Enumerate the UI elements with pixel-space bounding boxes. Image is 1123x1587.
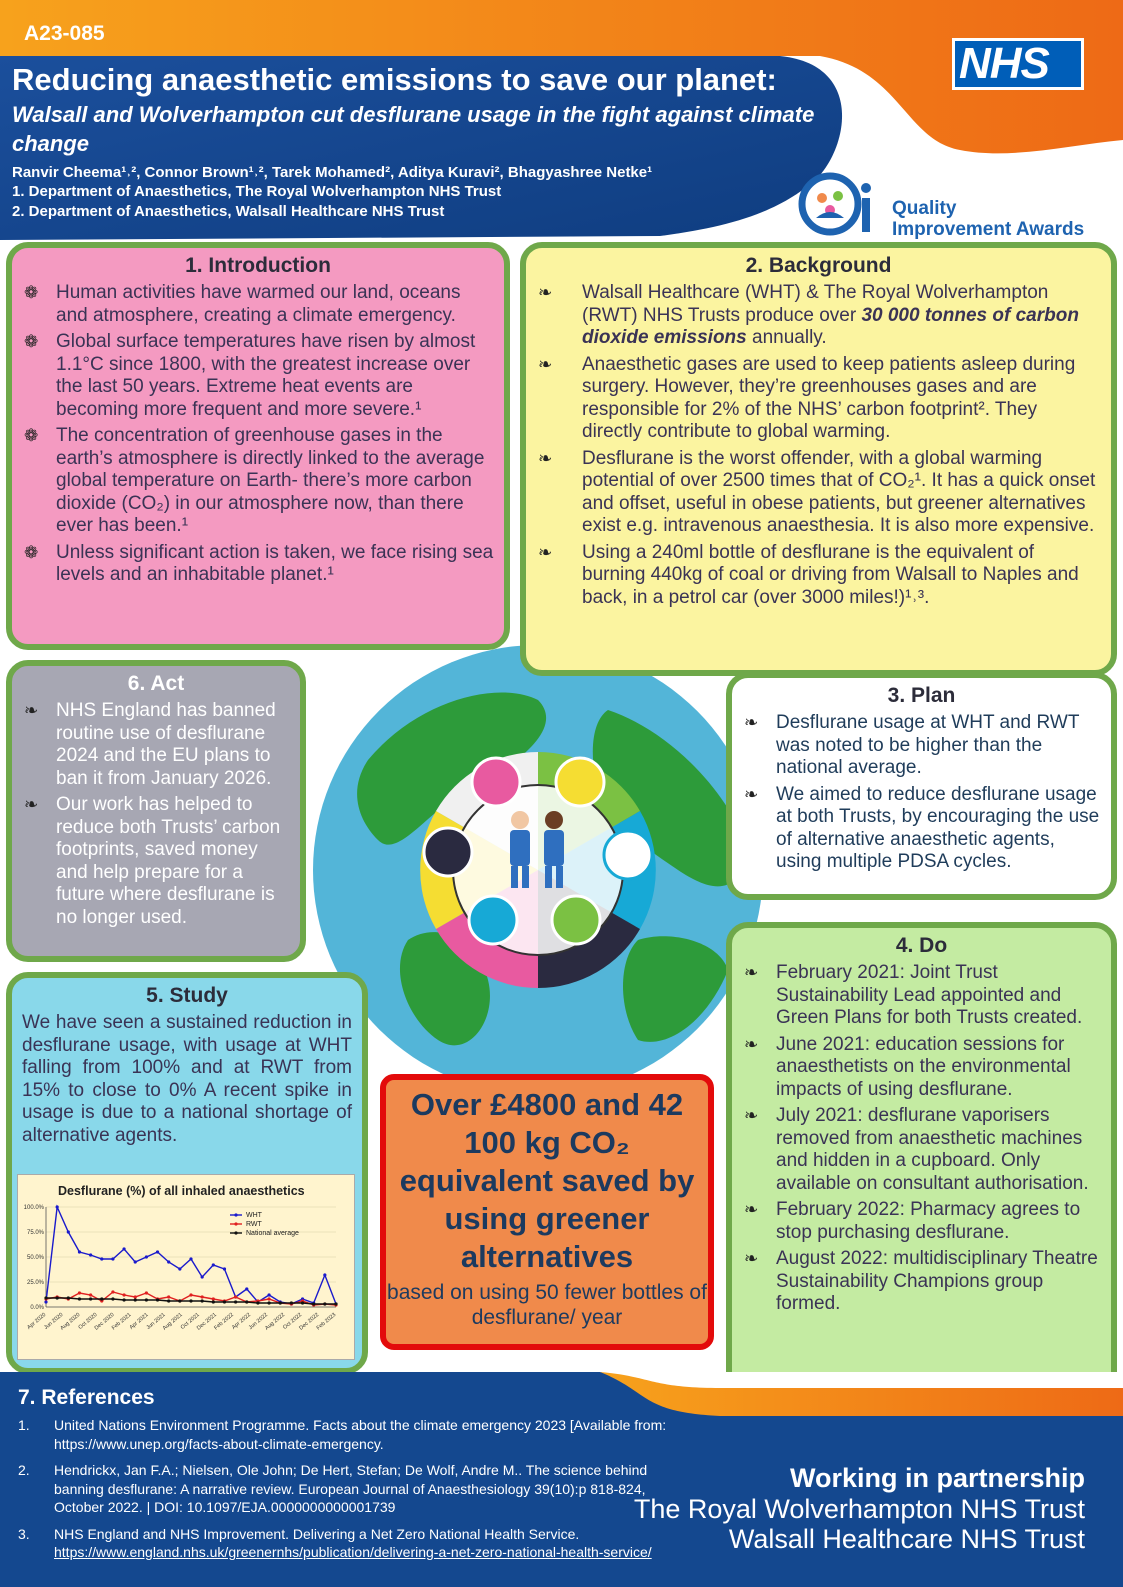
study-heading: 5. Study xyxy=(146,984,228,1007)
y-tick-label: 50.0% xyxy=(26,1255,44,1261)
data-point xyxy=(111,1257,114,1260)
list-item: ❧ Desflurane usage at WHT and RWT was noted to be higher than the national average. xyxy=(744,712,1080,778)
data-point xyxy=(156,1298,159,1301)
data-point xyxy=(56,1296,59,1299)
list-item: ❁ Unless significant action is taken, we face rising sea levels and an inhabitable planet.¹ xyxy=(24,541,494,585)
data-point xyxy=(323,1273,326,1276)
x-tick-label: Oct 2020 xyxy=(77,1311,99,1331)
reference-item: 1. United Nations Environment Programme. Facts about the climate emergency 2023 [Available from: https://www.unep.org/facts-about-climate-emergency. xyxy=(18,1417,667,1452)
x-tick-label: Aug 2021 xyxy=(161,1311,184,1332)
x-tick-label: Apr 2020 xyxy=(26,1311,48,1331)
x-tick-label: Feb 2021 xyxy=(110,1311,133,1332)
legend-marker xyxy=(234,1222,237,1225)
x-tick-label: Oct 2021 xyxy=(179,1311,201,1331)
x-tick-label: Jun 2020 xyxy=(43,1311,65,1332)
references-list xyxy=(18,1416,668,1570)
data-point xyxy=(67,1230,70,1233)
data-point xyxy=(145,1291,148,1294)
reference-item: 3. NHS England and NHS Improvement. Delivering a Net Zero National Health Service. https://www.england.nhs.uk/greenernhs/publication/delivering-a-net-zero-national-health-service/ xyxy=(18,1525,652,1560)
data-point xyxy=(267,1297,270,1300)
data-point xyxy=(245,1287,248,1290)
data-point xyxy=(201,1295,204,1298)
data-point xyxy=(78,1297,81,1300)
savings-headline: Over £4800 and 42 100 kg CO₂ equivalent saved by using greener alternatives xyxy=(399,1087,695,1274)
savings-callout xyxy=(380,1074,714,1350)
data-point xyxy=(223,1300,226,1303)
data-point xyxy=(89,1297,92,1300)
data-point xyxy=(167,1260,170,1263)
do-heading: 4. Do xyxy=(895,934,948,957)
data-point xyxy=(245,1300,248,1303)
list-item: ❧ February 2021: Joint Trust Sustainability Lead appointed and Green Plans for both Trusts created. xyxy=(744,962,1083,1028)
data-point xyxy=(301,1301,304,1304)
x-tick-label: Apr 2021 xyxy=(128,1311,150,1331)
list-item: ❁ Human activities have warmed our land, oceans and atmosphere, creating a climate emergency. xyxy=(24,282,461,326)
data-point xyxy=(122,1247,125,1250)
list-item: ❧ We aimed to reduce desflurane usage at both Trusts, by encouraging the use of alternative anaesthetic agents, using multiple PDSA cycles. xyxy=(744,783,1100,872)
leaf-bullet-icon: ❧ xyxy=(538,354,553,374)
data-point xyxy=(223,1267,226,1270)
background-panel xyxy=(520,242,1117,676)
x-tick-label: Dec 2020 xyxy=(93,1311,116,1332)
flower-bullet-icon: ❁ xyxy=(24,283,39,302)
data-point xyxy=(56,1205,59,1208)
data-point xyxy=(145,1298,148,1301)
background-heading: 2. Background xyxy=(745,254,892,277)
x-tick-label: Dec 2021 xyxy=(195,1311,218,1332)
data-point xyxy=(78,1250,81,1253)
author-list: Ranvir Cheema¹˒², Connor Brown¹˒², Tarek Mohamed², Aditya Kuravi², Bhagyashree Netke¹ xyxy=(12,164,653,181)
list-item: ❧ Walsall Healthcare (WHT) & The Royal Wolverhampton (RWT) NHS Trusts produce over 30 000 tonnes of carbon dioxide emissions annually. xyxy=(538,282,1079,348)
flower-bullet-icon: ❁ xyxy=(24,426,39,445)
legend-label: RWT xyxy=(246,1221,262,1228)
data-point xyxy=(100,1257,103,1260)
data-point xyxy=(234,1295,237,1298)
leaf-bullet-icon: ❧ xyxy=(744,713,759,732)
data-point xyxy=(267,1301,270,1304)
desflurane-line-chart xyxy=(17,1174,355,1360)
data-point xyxy=(189,1293,192,1296)
x-tick-label: Aug 2020 xyxy=(59,1311,82,1332)
y-tick-label: 25.0% xyxy=(26,1280,44,1286)
list-item: ❧ August 2022: multidisciplinary Theatre Sustainability Champions group formed. xyxy=(744,1248,1098,1314)
do-panel xyxy=(726,922,1117,1400)
data-point xyxy=(189,1299,192,1302)
x-tick-label: Feb 2023 xyxy=(315,1311,338,1332)
reference-link[interactable]: https://www.england.nhs.uk/greenernhs/publication/delivering-a-net-zero-national-health-service/ xyxy=(54,1544,652,1560)
introduction-panel xyxy=(6,242,510,650)
data-point xyxy=(134,1295,137,1298)
data-point xyxy=(89,1293,92,1296)
plan-panel xyxy=(726,672,1117,900)
data-point xyxy=(212,1297,215,1300)
data-point xyxy=(44,1296,47,1299)
leaf-bullet-icon: ❧ xyxy=(744,1200,759,1219)
partner-trust-2: Walsall Healthcare NHS Trust xyxy=(728,1524,1085,1554)
list-item: ❁ The concentration of greenhouse gases in the earth’s atmosphere is directly linked to the average global temperature on Earth- there’s more carbon dioxide (CO₂) in our atmosphere now, than there ever has been.¹ xyxy=(24,425,485,536)
data-point xyxy=(122,1293,125,1296)
emissions-highlight: 30 000 tonnes of carbon dioxide emissions xyxy=(582,304,1079,348)
flower-bullet-icon: ❁ xyxy=(24,542,39,562)
leaf-bullet-icon: ❧ xyxy=(744,1034,759,1054)
x-tick-label: Jun 2021 xyxy=(145,1311,167,1332)
data-point xyxy=(145,1255,148,1258)
x-tick-label: Apr 2022 xyxy=(231,1311,252,1331)
references-heading: 7. References xyxy=(18,1386,155,1409)
leaf-bullet-icon: ❧ xyxy=(538,448,553,468)
savings-subtext: based on using 50 fewer bottles of desflurane/ year xyxy=(387,1281,707,1329)
x-tick-label: Feb 2022 xyxy=(213,1311,235,1332)
poster-id: A23-085 xyxy=(24,22,105,45)
x-tick-label: Oct 2022 xyxy=(282,1311,304,1331)
data-point xyxy=(178,1267,181,1270)
x-tick-label: Aug 2022 xyxy=(264,1311,287,1332)
study-text: We have seen a sustained reduction in desflurane usage, with usage at WHT falling from 100% and at RWT from 15% to close to 0% A recent spike in usage is due to a national shortage of alternative agents. xyxy=(22,1012,352,1146)
leaf-bullet-icon: ❧ xyxy=(24,795,39,814)
data-point xyxy=(78,1291,81,1294)
list-item: ❧ Desflurane is the worst offender, with a global warming potential of over 2500 times that of CO₂¹. It has a quick onset and offset, useful in obese patients, but greener alternatives exist e.g. intravenous anaesthesia. It is also more expensive. xyxy=(538,447,1096,536)
data-point xyxy=(267,1293,270,1296)
leaf-bullet-icon: ❧ xyxy=(538,283,553,302)
data-point xyxy=(178,1299,181,1302)
reference-item: 2. Hendrickx, Jan F.A.; Nielsen, Ole John; De Hert, Stefan; De Wolf, Andre M.. The science behind banning desflurane: A narrative review. European Journal of Anaesthesiology 39(10):p 818-824, October 2022. | DOI: 10.1097/EJA.0000000000001739 xyxy=(18,1462,648,1515)
data-point xyxy=(111,1290,114,1293)
partner-trust-1: The Royal Wolverhampton NHS Trust xyxy=(633,1494,1085,1524)
x-tick-label: Dec 2022 xyxy=(298,1311,321,1332)
data-point xyxy=(212,1300,215,1303)
list-item: ❧ July 2021: desflurane vaporisers removed from anaesthetic machines and hidden in a cupboard. Only available on consultant authorisation. xyxy=(744,1105,1089,1194)
partnership-title: Working in partnership xyxy=(789,1463,1085,1493)
act-panel xyxy=(6,660,306,962)
data-point xyxy=(134,1298,137,1301)
list-item: ❁ Global surface temperatures have risen by almost 1.1°C since 1800, with the greatest increase over the last 50 years. Extreme heat events are becoming more frequent and more severe.¹ xyxy=(24,331,476,420)
list-item: ❧ Anaesthetic gases are used to keep patients asleep during surgery. However, they’re greenhouses gases and are responsible for 2% of the NHS’ carbon footprint². They directly contribute to global warming. xyxy=(538,353,1076,442)
data-point xyxy=(201,1299,204,1302)
data-point xyxy=(67,1296,70,1299)
affiliation-1: 1. Department of Anaesthetics, The Royal Wolverhampton NHS Trust xyxy=(12,183,502,200)
data-point xyxy=(100,1297,103,1300)
data-point xyxy=(201,1275,204,1278)
data-point xyxy=(167,1295,170,1298)
act-heading: 6. Act xyxy=(127,672,185,695)
data-point xyxy=(167,1299,170,1302)
partnership-block xyxy=(634,1462,1085,1554)
globe-illustration xyxy=(308,640,768,1100)
qi-logo-icon xyxy=(798,172,878,238)
data-point xyxy=(234,1300,237,1303)
nhs-logo: NHS xyxy=(952,38,1084,90)
legend-label: WHT xyxy=(246,1212,262,1219)
list-item: ❧ NHS England has banned routine use of desflurane 2024 and the EU plans to ban it from January 2026. xyxy=(24,700,276,789)
data-point xyxy=(256,1301,259,1304)
leaf-bullet-icon: ❧ xyxy=(538,542,553,562)
data-point xyxy=(111,1297,114,1300)
legend-marker xyxy=(234,1213,237,1216)
data-point xyxy=(189,1257,192,1260)
y-tick-label: 75.0% xyxy=(26,1230,44,1236)
data-point xyxy=(122,1298,125,1301)
list-item: ❧ February 2022: Pharmacy agrees to stop purchasing desflurane. xyxy=(744,1199,1081,1243)
data-point xyxy=(212,1263,215,1266)
data-point xyxy=(134,1260,137,1263)
flower-bullet-icon: ❁ xyxy=(24,332,39,351)
list-item: ❧ Using a 240ml bottle of desflurane is the equivalent of burning 440kg of coal or driving from Walsall to Naples and back, in a petrol car (over 3000 miles!)¹˒³. xyxy=(538,541,1079,608)
legend-label: National average xyxy=(246,1230,299,1237)
x-tick-label: Jun 2022 xyxy=(247,1311,270,1332)
data-point xyxy=(334,1302,337,1305)
chart-title: Desflurane (%) of all inhaled anaesthetics xyxy=(58,1184,305,1198)
affiliation-2: 2. Department of Anaesthetics, Walsall Healthcare NHS Trust xyxy=(12,203,445,220)
data-point xyxy=(44,1300,47,1303)
introduction-heading: 1. Introduction xyxy=(185,254,331,277)
data-point xyxy=(89,1253,92,1256)
qi-logo-text: Quality Improvement Awards xyxy=(892,198,1085,240)
leaf-bullet-icon: ❧ xyxy=(744,784,759,804)
data-point xyxy=(323,1302,326,1305)
leaf-bullet-icon: ❧ xyxy=(744,963,759,982)
legend-marker xyxy=(234,1231,237,1234)
list-item: ❧ Our work has helped to reduce both Trusts’ carbon footprints, saved money and help prepare for a future where desflurane is no longer used. xyxy=(24,794,281,928)
data-point xyxy=(279,1301,282,1304)
y-tick-label: 0.0% xyxy=(30,1305,44,1311)
y-tick-label: 100.0% xyxy=(23,1205,44,1211)
poster-title: Reducing anaesthetic emissions to save our planet: xyxy=(12,62,777,97)
list-item: ❧ June 2021: education sessions for anaesthetists on the environmental impacts of using desflurane. xyxy=(744,1033,1071,1100)
leaf-bullet-icon: ❧ xyxy=(744,1249,759,1268)
data-point xyxy=(312,1302,315,1305)
leaf-bullet-icon: ❧ xyxy=(24,701,39,720)
plan-heading: 3. Plan xyxy=(887,684,956,707)
poster-subtitle: Walsall and Wolverhampton cut desflurane usage in the fight against climate change xyxy=(12,102,815,156)
data-point xyxy=(290,1301,293,1304)
data-point xyxy=(156,1250,159,1253)
leaf-bullet-icon: ❧ xyxy=(744,1106,759,1125)
